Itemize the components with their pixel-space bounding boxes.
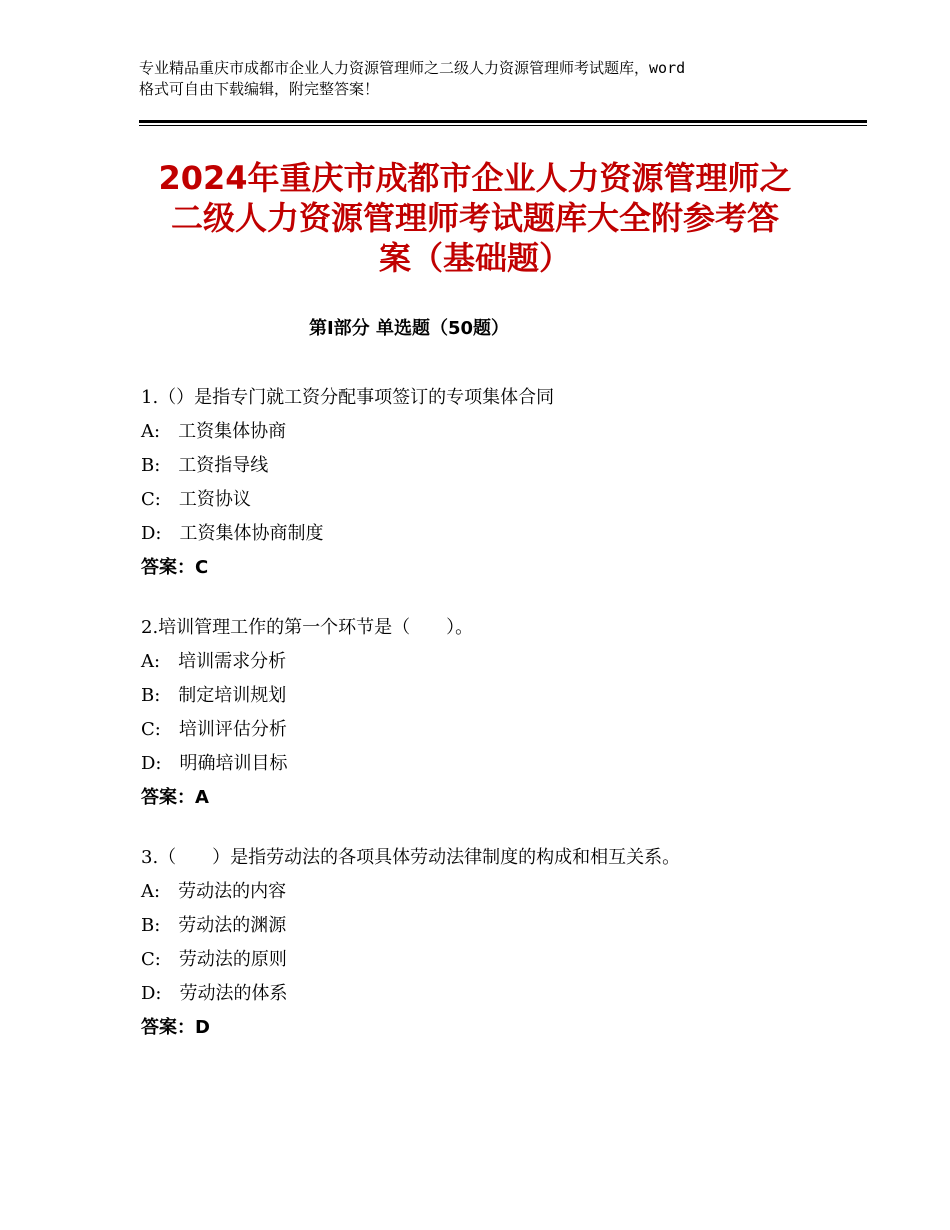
option-d: D: 工资集体协商制度	[141, 523, 324, 544]
question-1	[141, 381, 841, 585]
option-c: C: 培训评估分析	[141, 719, 287, 740]
option-a: A: 培训需求分析	[141, 651, 287, 672]
header-note-line-2: 格式可自由下载编辑，附完整答案！	[139, 80, 380, 98]
document-title-line-3: 案（基础题）	[378, 239, 571, 277]
option-a: A: 工资集体协商	[141, 421, 287, 442]
section-title: 第Ⅰ部分 单选题（50题）	[308, 318, 509, 339]
question-stem: 3.（ ）是指劳动法的各项具体劳动法律制度的构成和相互关系。	[141, 847, 681, 868]
document-title-line-1: 2024年重庆市成都市企业人力资源管理师之	[158, 159, 792, 197]
question-2	[141, 611, 841, 815]
document-title	[135, 158, 815, 278]
header-divider-thin	[139, 125, 867, 126]
option-c: C: 劳动法的原则	[141, 949, 287, 970]
answer: 答案：D	[141, 1017, 210, 1038]
option-b: B: 劳动法的渊源	[141, 915, 287, 936]
document-title-line-2: 二级人力资源管理师考试题库大全附参考答	[170, 199, 779, 237]
option-d: D: 劳动法的体系	[141, 983, 288, 1004]
question-stem: 1.（）是指专门就工资分配事项签订的专项集体合同	[141, 387, 555, 408]
option-a: A: 劳动法的内容	[141, 881, 287, 902]
question-list	[141, 381, 841, 1071]
header-divider-thick	[139, 120, 867, 123]
question-3	[141, 841, 841, 1045]
answer: 答案：C	[141, 557, 209, 578]
option-b: B: 工资指导线	[141, 455, 269, 476]
header-note-line-1: 专业精品重庆市成都市企业人力资源管理师之二级人力资源管理师考试题库，word	[139, 59, 686, 77]
question-stem: 2.培训管理工作的第一个环节是（ ）。	[141, 617, 474, 638]
answer: 答案：A	[141, 787, 209, 808]
option-d: D: 明确培训目标	[141, 753, 288, 774]
header-note	[139, 58, 839, 100]
option-c: C: 工资协议	[141, 489, 251, 510]
option-b: B: 制定培训规划	[141, 685, 287, 706]
